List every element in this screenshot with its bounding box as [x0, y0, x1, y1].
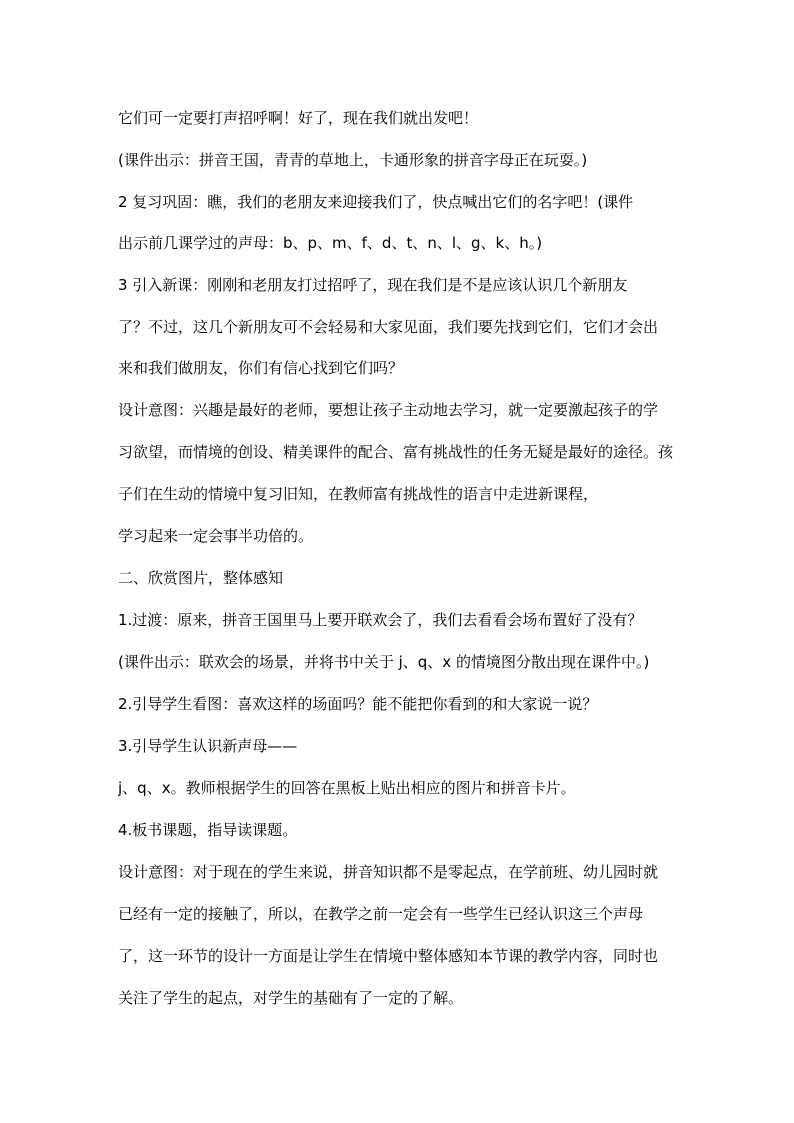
- text-line: 3.引导学生认识新声母——: [118, 737, 298, 755]
- text-line: 设计意图：兴趣是最好的老师，要想让孩子主动地去学习，就一定要激起孩子的学: [118, 401, 659, 419]
- text-line: 4.板书课题，指导读课题。: [118, 821, 298, 839]
- text-line: 设计意图：对于现在的学生来说，拼音知识都不是零起点，在学前班、幼儿园时就: [118, 863, 659, 881]
- text-line: 了，这一环节的设计一方面是让学生在情境中整体感知本节课的教学内容，同时也: [118, 947, 659, 965]
- text-line: 了？不过，这几个新朋友可不会轻易和大家见面，我们要先找到它们，它们才会出: [118, 318, 659, 336]
- text-line: 学习起来一定会事半功倍的。: [118, 527, 314, 545]
- section-heading: 二、欣赏图片，整体感知: [118, 569, 284, 587]
- text-line: 已经有一定的接触了，所以，在教学之前一定会有一些学生已经认识这三个声母: [118, 905, 644, 923]
- text-line: (课件出示：拼音王国，青青的草地上，卡通形象的拼音字母正在玩耍。): [118, 151, 588, 169]
- text-line: 2 复习巩固：瞧，我们的老朋友来迎接我们了，快点喊出它们的名字吧！(课件: [118, 193, 634, 211]
- text-line: 关注了学生的起点，对学生的基础有了一定的了解。: [118, 989, 464, 1007]
- text-line: 习欲望，而情境的创设、精美课件的配合、富有挑战性的任务无疑是最好的途径。孩: [118, 443, 674, 461]
- text-line: 它们可一定要打声招呼啊！好了，现在我们就出发吧！: [118, 109, 479, 127]
- text-line: (课件出示：联欢会的场景，并将书中关于 j、q、x 的情境图分散出现在课件中。): [118, 653, 650, 671]
- text-line: 2.引导学生看图：喜欢这样的场面吗？能不能把你看到的和大家说一说？: [118, 695, 598, 713]
- text-line: 3 引入新课：刚刚和老朋友打过招呼了，现在我们是不是应该认识几个新朋友: [118, 276, 628, 294]
- text-line: 子们在生动的情境中复习旧知，在教师富有挑战性的语言中走进新课程，: [118, 485, 599, 503]
- text-line: 来和我们做朋友，你们有信心找到它们吗？: [118, 359, 404, 377]
- text-line: 1.过渡：原来，拼音王国里马上要开联欢会了，我们去看看会场布置好了没有？: [118, 611, 643, 629]
- text-line: 出示前几课学过的声母：b、p、m、f、d、t、n、l、g、k、h。): [118, 234, 543, 252]
- text-line: j、q、x。教师根据学生的回答在黑板上贴出相应的图片和拼音卡片。: [118, 779, 576, 797]
